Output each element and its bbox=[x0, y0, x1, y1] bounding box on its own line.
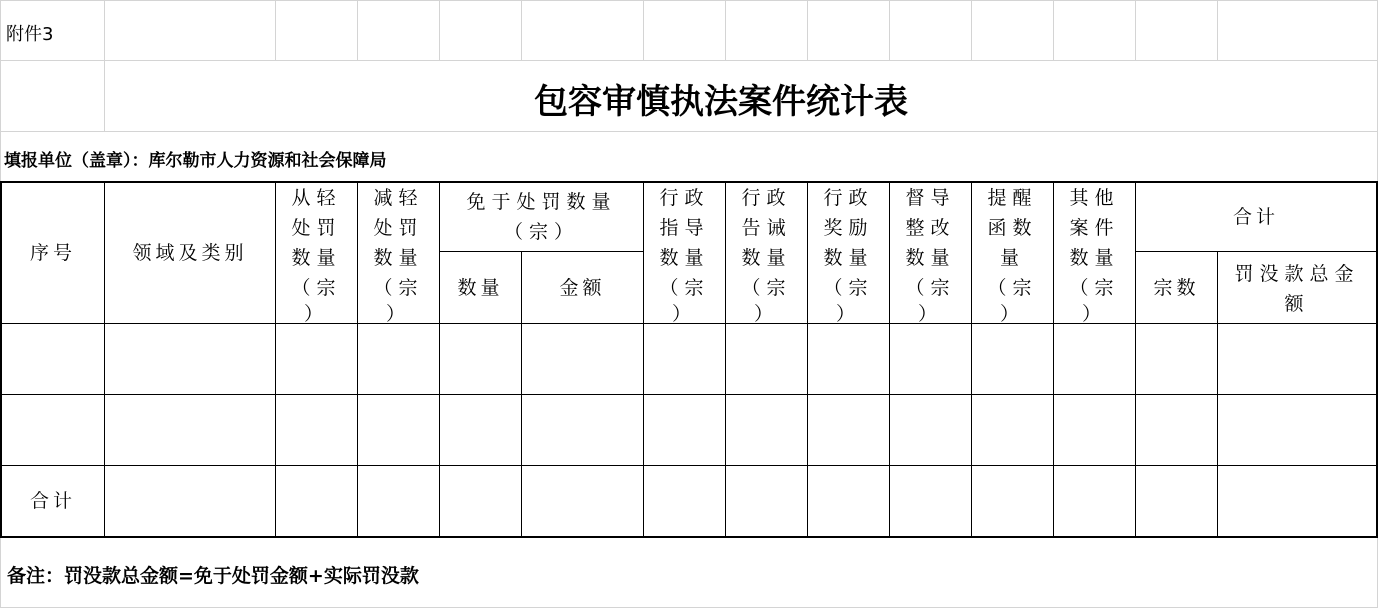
header-line: 量 bbox=[999, 247, 1025, 269]
gridline bbox=[1217, 0, 1218, 60]
header-reduced-penalty bbox=[358, 183, 439, 325]
gridline bbox=[439, 0, 440, 60]
header-line: 奖励 bbox=[823, 217, 874, 239]
footnote: 备注：罚没款总金额=免于处罚金额+实际罚没款 bbox=[7, 565, 419, 587]
header-line: 处罚 bbox=[291, 217, 342, 239]
header-line: （宗 bbox=[905, 277, 956, 299]
total-row-label: 合计 bbox=[29, 490, 76, 512]
header-line: （宗 bbox=[987, 277, 1038, 299]
header-line: 整改 bbox=[905, 217, 956, 239]
header-line: 数量 bbox=[741, 247, 792, 269]
header-line: ） bbox=[917, 303, 943, 325]
header-reminder-letter bbox=[972, 183, 1053, 325]
gridline bbox=[0, 0, 1378, 1]
gridline bbox=[275, 0, 276, 60]
header-line: （宗 bbox=[373, 277, 424, 299]
header-line: （宗 bbox=[1069, 277, 1120, 299]
header-line: 数量 bbox=[823, 247, 874, 269]
header-admin-reward bbox=[808, 183, 889, 325]
gridline bbox=[807, 0, 808, 60]
header-line: 督导 bbox=[905, 187, 956, 209]
header-lighter-penalty bbox=[276, 183, 357, 325]
header-total-fine bbox=[1218, 259, 1376, 319]
table-border bbox=[0, 536, 1378, 538]
header-line: ） bbox=[999, 303, 1025, 325]
header-exempt-count: 数量 bbox=[457, 276, 504, 299]
header-line: 数量 bbox=[1069, 247, 1120, 269]
header-line: 额 bbox=[1284, 293, 1310, 315]
header-exempt-group bbox=[440, 187, 643, 247]
header-admin-guidance bbox=[644, 183, 725, 325]
header-line: 免于处罚数量 bbox=[466, 191, 617, 213]
header-line: 数量 bbox=[659, 247, 710, 269]
gridline bbox=[0, 60, 1378, 61]
gridline bbox=[1135, 0, 1136, 60]
gridline bbox=[971, 0, 972, 60]
header-total-group: 合计 bbox=[1232, 206, 1279, 228]
gridline bbox=[104, 0, 105, 131]
gridline bbox=[1053, 0, 1054, 60]
row-label bbox=[2, 395, 104, 465]
header-line: ） bbox=[671, 303, 697, 325]
header-line: （宗 bbox=[823, 277, 874, 299]
header-line: 行政 bbox=[659, 187, 710, 209]
header-line: 数量 bbox=[373, 247, 424, 269]
gridline bbox=[725, 0, 726, 60]
header-supervise-rectify bbox=[890, 183, 971, 325]
header-field: 领域及类别 bbox=[132, 242, 248, 264]
header-line: （宗 bbox=[659, 277, 710, 299]
header-line: 提醒 bbox=[987, 187, 1038, 209]
header-line: ） bbox=[753, 303, 779, 325]
header-total-cases: 宗数 bbox=[1153, 276, 1200, 299]
header-line: ） bbox=[385, 303, 411, 325]
header-line: 其他 bbox=[1069, 187, 1120, 209]
gridline bbox=[643, 0, 644, 60]
gridline bbox=[0, 131, 1378, 132]
header-line: ） bbox=[303, 303, 329, 325]
header-line: （宗） bbox=[503, 221, 579, 243]
header-line: 减轻 bbox=[373, 187, 424, 209]
attachment-label: 附件3 bbox=[6, 24, 54, 45]
header-line: 告诫 bbox=[741, 217, 792, 239]
gridline bbox=[357, 0, 358, 60]
header-line: ） bbox=[835, 303, 861, 325]
header-seq: 序号 bbox=[29, 242, 76, 264]
header-line: （宗 bbox=[291, 277, 342, 299]
header-line: ） bbox=[1081, 303, 1107, 325]
header-line: 处罚 bbox=[373, 217, 424, 239]
header-line: 从轻 bbox=[291, 187, 342, 209]
gridline bbox=[521, 0, 522, 60]
row-label bbox=[2, 324, 104, 394]
table-border bbox=[0, 394, 1378, 395]
header-line: 行政 bbox=[823, 187, 874, 209]
header-other-cases bbox=[1054, 183, 1135, 325]
header-line: （宗 bbox=[741, 277, 792, 299]
page-title: 包容审慎执法案件统计表 bbox=[534, 82, 908, 122]
header-exempt-amount: 金额 bbox=[559, 276, 606, 299]
header-line: 数量 bbox=[291, 247, 342, 269]
header-line: 函数 bbox=[987, 217, 1038, 239]
gridline bbox=[889, 0, 890, 60]
header-line: 数量 bbox=[905, 247, 956, 269]
table-border bbox=[0, 465, 1378, 466]
header-line: 指导 bbox=[659, 217, 710, 239]
reporting-unit: 填报单位（盖章）：库尔勒市人力资源和社会保障局 bbox=[4, 151, 387, 171]
header-admin-warning bbox=[726, 183, 807, 325]
header-line: 案件 bbox=[1069, 217, 1120, 239]
header-line: 罚没款总金 bbox=[1234, 263, 1360, 285]
header-line: 行政 bbox=[741, 187, 792, 209]
